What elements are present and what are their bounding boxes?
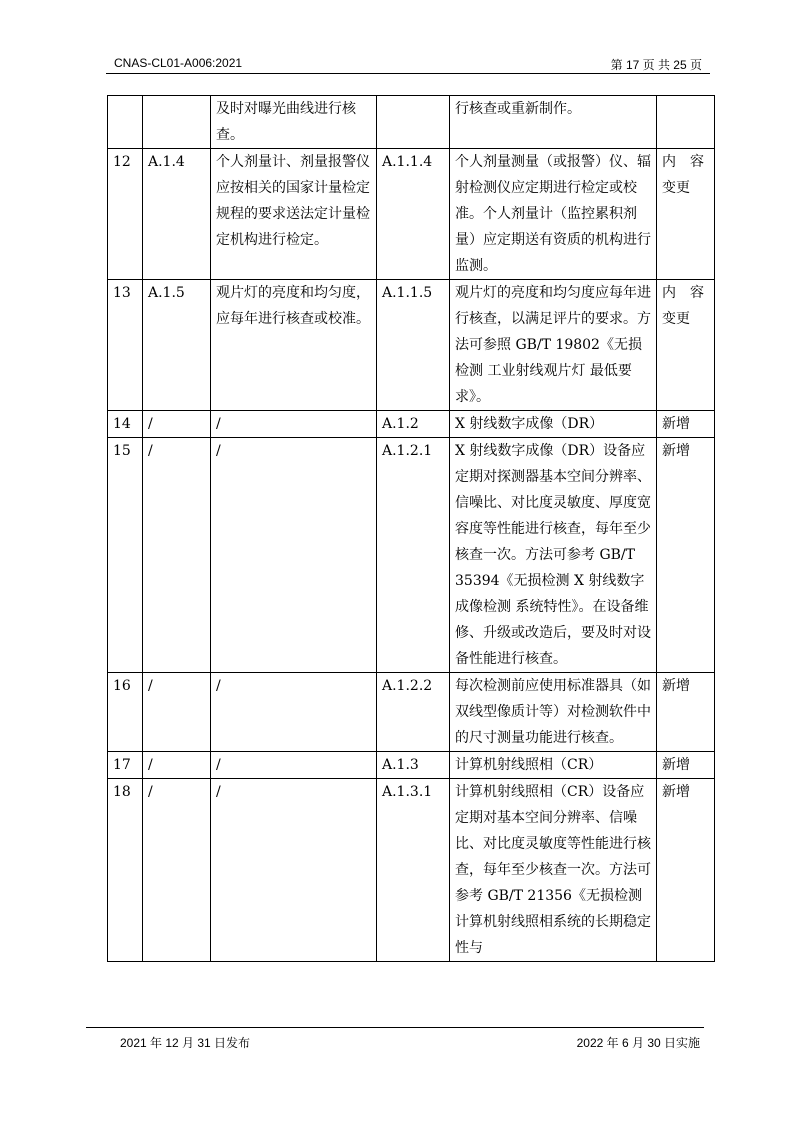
original-clause-cell: /: [143, 438, 211, 673]
row-number-cell: 12: [108, 149, 143, 280]
row-number-cell: 14: [108, 411, 143, 438]
original-clause-cell: [143, 96, 211, 149]
comparison-table: [107, 95, 715, 962]
original-text-cell: /: [211, 673, 377, 752]
effective-date: 2022 年 6 月 30 日实施: [576, 1036, 700, 1050]
new-text-cell: 个人剂量测量（或报警）仪、辐射检测仪应定期进行检定或校准。个人剂量计（监控累积剂量）应定期送有资质的机构进行监测。: [450, 149, 657, 280]
new-text-cell: X 射线数字成像（DR）: [450, 411, 657, 438]
header-divider: [106, 73, 710, 74]
new-clause-cell: A.1.3.1: [377, 779, 450, 962]
new-clause-cell: A.1.1.5: [377, 280, 450, 411]
original-clause-cell: A.1.4: [143, 149, 211, 280]
new-text-cell: 每次检测前应使用标准器具（如双线型像质计等）对检测软件中的尺寸测量功能进行核查。: [450, 673, 657, 752]
document-code: CNAS-CL01-A006:2021: [114, 56, 243, 70]
row-number-cell: 18: [108, 779, 143, 962]
change-note-cell: 新增: [657, 411, 715, 438]
original-text-cell: 个人剂量计、剂量报警仪应按相关的国家计量检定规程的要求送法定计量检定机构进行检定。: [211, 149, 377, 280]
table-row: [108, 149, 715, 280]
original-clause-cell: /: [143, 411, 211, 438]
table-row: [108, 673, 715, 752]
issue-date: 2021 年 12 月 31 日发布: [120, 1036, 251, 1050]
table-row: [108, 411, 715, 438]
row-number-cell: 17: [108, 752, 143, 779]
new-text-cell: 计算机射线照相（CR）设备应定期对基本空间分辨率、信噪比、对比度灵敏度等性能进行核查，每年至少核查一次。方法可参考 GB/T 21356《无损检测 计算机射线照相系统的长期稳定性与: [450, 779, 657, 962]
table-row: [108, 779, 715, 962]
original-text-cell: /: [211, 752, 377, 779]
new-clause-cell: A.1.2.1: [377, 438, 450, 673]
new-text-cell: 行核查或重新制作。: [450, 96, 657, 149]
new-text-cell: 计算机射线照相（CR）: [450, 752, 657, 779]
change-note-cell: 新增: [657, 779, 715, 962]
change-note-cell: 内 容变更: [657, 280, 715, 411]
new-clause-cell: A.1.2: [377, 411, 450, 438]
change-note-cell: 新增: [657, 752, 715, 779]
new-clause-cell: A.1.3: [377, 752, 450, 779]
original-text-cell: /: [211, 779, 377, 962]
new-text-cell: X 射线数字成像（DR）设备应定期对探测器基本空间分辨率、信噪比、对比度灵敏度、厚度宽容度等性能进行核查，每年至少核查一次。方法可参考 GB/T 35394《无损检测 X 射线数字成像检测 系统特性》。在设备维修、升级或改造后，要及时对设备性能进行核查。: [450, 438, 657, 673]
change-note-cell: [657, 96, 715, 149]
original-text-cell: /: [211, 438, 377, 673]
change-note-cell: 内 容变更: [657, 149, 715, 280]
footer-divider: [86, 1027, 704, 1028]
row-number-cell: 15: [108, 438, 143, 673]
original-text-cell: /: [211, 411, 377, 438]
new-text-cell: 观片灯的亮度和均匀度应每年进行核查，以满足评片的要求。方法可参照 GB/T 19802《无损检测 工业射线观片灯 最低要求》。: [450, 280, 657, 411]
table-body: [108, 96, 715, 962]
change-note-cell: 新增: [657, 673, 715, 752]
row-number-cell: 16: [108, 673, 143, 752]
original-clause-cell: /: [143, 752, 211, 779]
row-number-cell: 13: [108, 280, 143, 411]
table-row: [108, 280, 715, 411]
table-row: [108, 96, 715, 149]
new-clause-cell: A.1.1.4: [377, 149, 450, 280]
original-clause-cell: A.1.5: [143, 280, 211, 411]
original-clause-cell: /: [143, 779, 211, 962]
page-header: [106, 54, 710, 74]
table-row: [108, 752, 715, 779]
original-text-cell: 及时对曝光曲线进行核查。: [211, 96, 377, 149]
page-number: 第 17 页 共 25 页: [610, 58, 702, 72]
original-clause-cell: /: [143, 673, 211, 752]
table-row: [108, 438, 715, 673]
original-text-cell: 观片灯的亮度和均匀度，应每年进行核查或校准。: [211, 280, 377, 411]
new-clause-cell: [377, 96, 450, 149]
row-number-cell: [108, 96, 143, 149]
change-note-cell: 新增: [657, 438, 715, 673]
new-clause-cell: A.1.2.2: [377, 673, 450, 752]
